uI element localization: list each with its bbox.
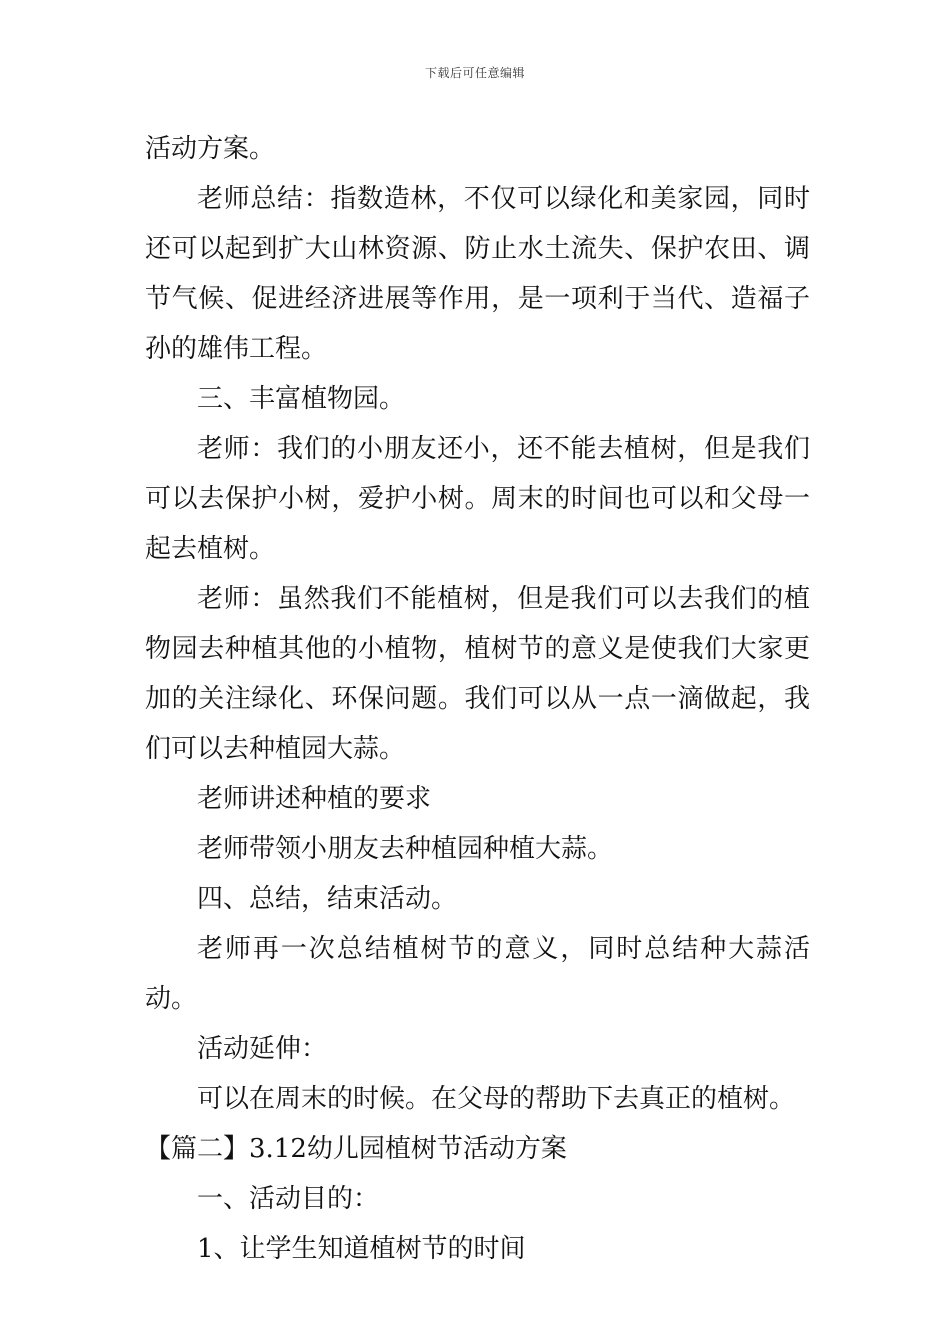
paragraph: 老师再一次总结植树节的意义，同时总结种大蒜活动。: [145, 934, 810, 1014]
paragraph: 老师讲述种植的要求: [197, 784, 432, 814]
page-header-note: 下载后可任意编辑: [424, 66, 525, 80]
paragraph: 老师：虽然我们不能植树，但是我们可以去我们的植物园去种植其他的小植物，植树节的意义是使我们大家更加的关注绿化、环保问题。我们可以从一点一滴做起，我们可以去种植园大蒜。: [145, 584, 810, 764]
document-body: [145, 124, 810, 1274]
paragraph: 活动延伸：: [197, 1034, 328, 1064]
paragraph: 可以在周末的时候。在父母的帮助下去真正的植树。: [197, 1084, 796, 1114]
chapter-title: 【篇二】3.12幼儿园植树节活动方案: [145, 1134, 567, 1164]
paragraph: 老师：我们的小朋友还小，还不能去植树，但是我们可以去保护小树，爱护小树。周末的时间也可以和父母一起去植树。: [145, 434, 810, 564]
section-heading: 四、总结，结束活动。: [197, 884, 458, 914]
section-heading: 一、活动目的：: [197, 1184, 380, 1214]
paragraph: 老师带领小朋友去种植园种植大蒜。: [197, 834, 614, 864]
paragraph: 老师总结：指数造林，不仅可以绿化和美家园，同时还可以起到扩大山林资源、防止水土流失、保护农田、调节气候、促进经济进展等作用，是一项利于当代、造福子孙的雄伟工程。: [145, 184, 810, 364]
paragraph: 活动方案。: [145, 134, 276, 164]
section-heading: 三、丰富植物园。: [197, 384, 406, 414]
list-item: 1、让学生知道植树节的时间: [197, 1234, 526, 1264]
